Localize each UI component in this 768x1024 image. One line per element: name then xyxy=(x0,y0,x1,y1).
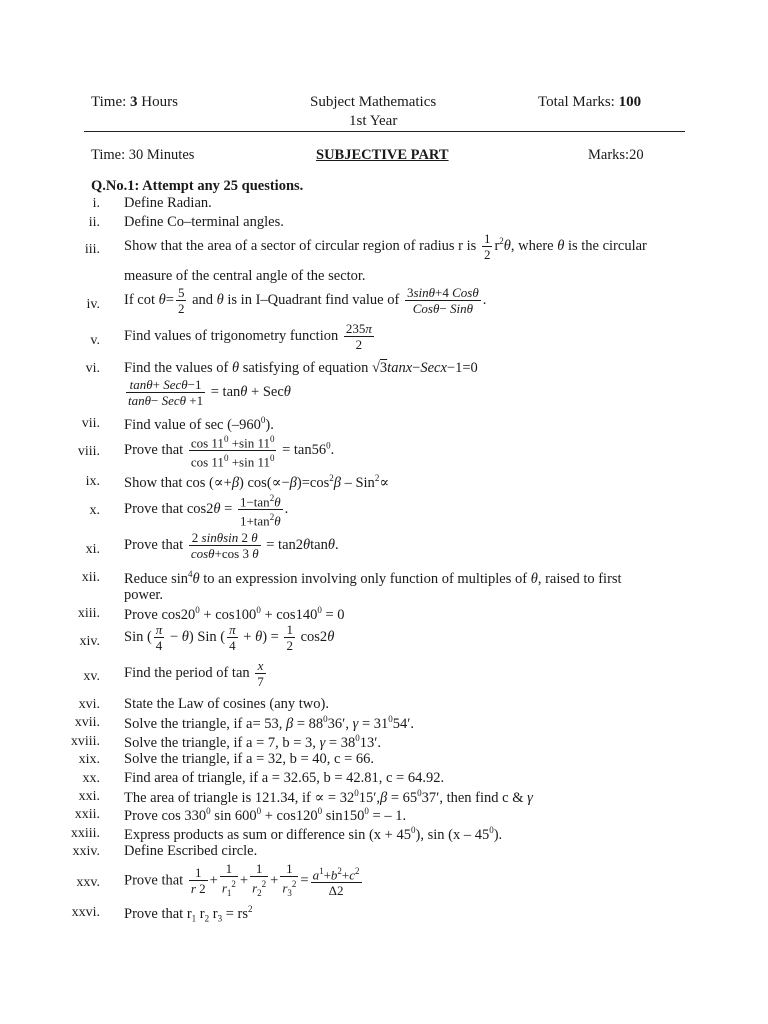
question-text: Solve the triangle, if a = 32, b = 40, c = 66. xyxy=(124,751,375,767)
question-text: Find value of $\sec (-960^0)$. xyxy=(124,415,274,433)
question-number: xi. xyxy=(85,542,100,557)
question-text: $\frac{\text{tanθ+ Secθ−1}}{\text{tanθ− Secθ +1}}$ = tanθ + Secθ xyxy=(128,377,291,408)
question-number: xxvi. xyxy=(71,905,100,920)
question-text: Sin ( $\frac{\pi}{4}$ − θ) Sin ( $\frac{\pi}{4}$ + θ) = $\frac{1}{2}$ cos2θ xyxy=(124,622,335,653)
question-number: iii. xyxy=(84,242,100,257)
question-number: xvii. xyxy=(74,715,100,730)
question-text: Prove that cos2θ = $\frac{1-\tan^2\theta}{1+\tan^2\theta}$ . xyxy=(124,493,289,529)
question-text-continued: power. xyxy=(124,587,164,603)
question-text: Prove that $\frac{\cos 11^0 +\sin 11^0}{\cos 11^0 +\sin 11^0}$ = $\tan 56^0$. xyxy=(124,434,335,470)
question-number: i. xyxy=(92,196,100,211)
year-label: 1st Year xyxy=(349,113,398,129)
question-text: State the Law of cosines (any two). xyxy=(124,696,329,712)
question-number: xiii. xyxy=(77,606,100,621)
instruction: Q.No.1: Attempt any 25 questions. xyxy=(91,178,304,194)
question-text: Solve the triangle, if a = 7, b = 3, $\gamma = 38^013'$. xyxy=(124,733,382,751)
question-text-continued: measure of the central angle of the sector. xyxy=(124,268,366,284)
total-marks-label: Total Marks: 100 xyxy=(538,94,642,110)
question-number: ix. xyxy=(85,474,100,489)
question-text: Prove that $\frac{2 \sin\theta\sin 2 \theta}{\cos\theta+\cos 3 \theta}$ = tan2θtanθ. xyxy=(124,530,339,561)
section-title: SUBJECTIVE PART xyxy=(316,147,449,163)
question-text: Prove that $r_1$ $r_2$ $r_3 = rs^2$ xyxy=(124,904,253,924)
question-text: Solve the triangle, if a= 53, $\beta = 88^036'$, $\gamma = 31^054'$. xyxy=(124,714,415,732)
question-text: Find area of triangle, if a = 32.65, b = 42.81, c = 64.92. xyxy=(124,770,445,786)
question-number: vii. xyxy=(81,416,100,431)
question-number: xvi. xyxy=(78,697,100,712)
question-number: xiv. xyxy=(79,634,100,649)
question-text: Prove $\cos 20^0 + \cos 100^0 + \cos 140^0 = 0$ xyxy=(124,605,345,623)
question-text: The area of triangle is 121.34, if ∝ = $32^015',\beta = 65^037'$, then find c & γ xyxy=(124,788,533,806)
question-text: Prove $\cos 330^0$ $\sin 600^0 + \cos 120^0$ $\sin 150^0$ = – 1. xyxy=(124,806,407,824)
section-marks: Marks:20 xyxy=(588,147,644,163)
question-number: xxii. xyxy=(74,807,100,822)
question-text: Express products as sum or difference $\sin (x + 45^0)$, $\sin (x - 45^0)$. xyxy=(124,825,503,843)
question-text: Find the values of θ satisfying of equation √3tanx−Secx−1=0 xyxy=(124,360,478,376)
question-text: Define Co–terminal angles. xyxy=(124,214,284,230)
time-label: Time: 3 Hours xyxy=(91,94,178,110)
question-number: xxiii. xyxy=(70,826,100,841)
question-number: xii. xyxy=(81,570,100,585)
question-text: Find the period of tan $\frac{x}{7}$ xyxy=(124,658,264,689)
question-text: Define Radian. xyxy=(124,195,212,211)
question-number: v. xyxy=(90,333,100,348)
question-number: viii. xyxy=(77,444,100,459)
question-number: xix. xyxy=(78,752,100,767)
question-number: xxv. xyxy=(76,875,100,890)
question-number: xviii. xyxy=(70,734,100,749)
question-number: iv. xyxy=(86,297,100,312)
header-divider xyxy=(84,131,685,132)
subject-label: Subject Mathematics xyxy=(310,94,437,110)
question-number: ii. xyxy=(88,215,100,230)
question-text: If cot θ= $\frac{5}{2}$ and θ is in I–Quadrant find value of $\frac{\text{3sinθ+4 Cosθ}}{\text{Cosθ− Sinθ}}$ . xyxy=(124,285,487,316)
question-number: xv. xyxy=(83,669,100,684)
duration-label: Time: 30 Minutes xyxy=(91,147,195,163)
question-number: xxi. xyxy=(78,789,100,804)
question-text: Reduce $\sin^4\theta$ to an expression involving only function of multiples of θ, raised to first xyxy=(124,569,622,587)
question-text: Show that the area of a sector of circular region of radius r is $\frac{1}{2}$ $r^2\theta$, where θ is the circular xyxy=(124,231,647,262)
question-number: vi. xyxy=(85,361,100,376)
question-number: xx. xyxy=(82,771,100,786)
question-text: Show that cos (∝+β) $\cos(\propto-\beta)=\cos^2\beta - Sin^2\propto$ xyxy=(124,473,390,491)
question-number: x. xyxy=(89,503,100,518)
question-text: Define Escribed circle. xyxy=(124,843,258,859)
question-text: Find values of trigonometry function $\frac{235\pi}{2}$ xyxy=(124,321,372,352)
question-text: Prove that $\frac{1}{r 2}$ + $\frac{1}{r_1^2}$ + $\frac{1}{r_2^2}$ + $\frac{1}{r_3^2}$ = $\frac{a^1+b^2+c^2}{\Delta 2}$ xyxy=(124,861,360,899)
question-number: xxiv. xyxy=(72,844,100,859)
